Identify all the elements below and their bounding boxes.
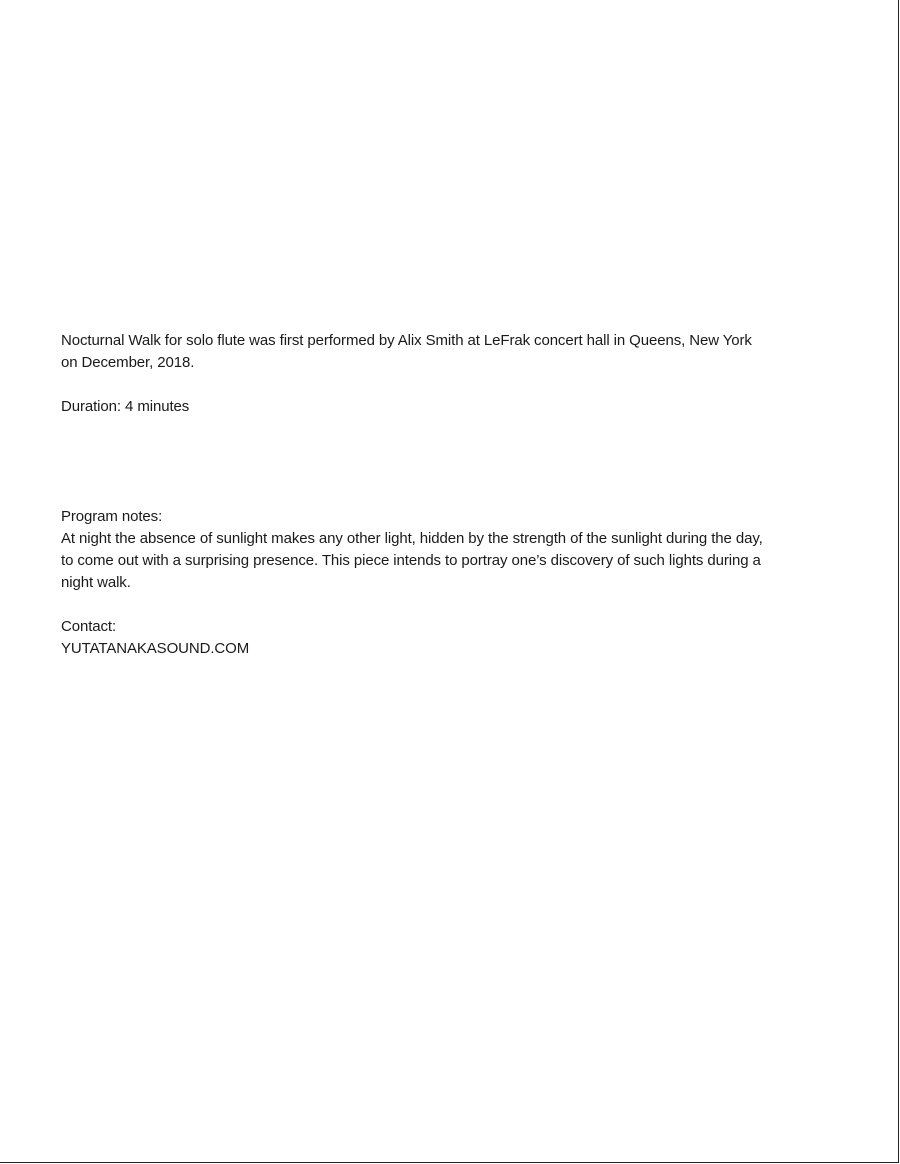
program-notes-line-3: night walk. xyxy=(61,574,131,591)
contact-heading: Contact: xyxy=(61,618,117,635)
program-notes-line-2: to come out with a surprising presence. This piece intends to portray one’s discovery of such lights during a xyxy=(61,552,761,569)
document-body xyxy=(61,330,851,660)
program-notes-paragraph xyxy=(61,528,851,594)
premiere-paragraph xyxy=(61,330,851,374)
program-notes-line-1: At night the absence of sunlight makes any other light, hidden by the strength of the sunlight during the day, xyxy=(61,530,763,547)
program-notes-heading: Program notes: xyxy=(61,508,163,525)
premiere-line-1: Nocturnal Walk for solo flute was first performed by Alix Smith at LeFrak concert hall in Queens, New York xyxy=(61,332,752,349)
premiere-line-2: on December, 2018. xyxy=(61,354,195,371)
contact-website: YUTATANAKASOUND.COM xyxy=(61,640,250,657)
duration-text: Duration: 4 minutes xyxy=(61,398,190,415)
